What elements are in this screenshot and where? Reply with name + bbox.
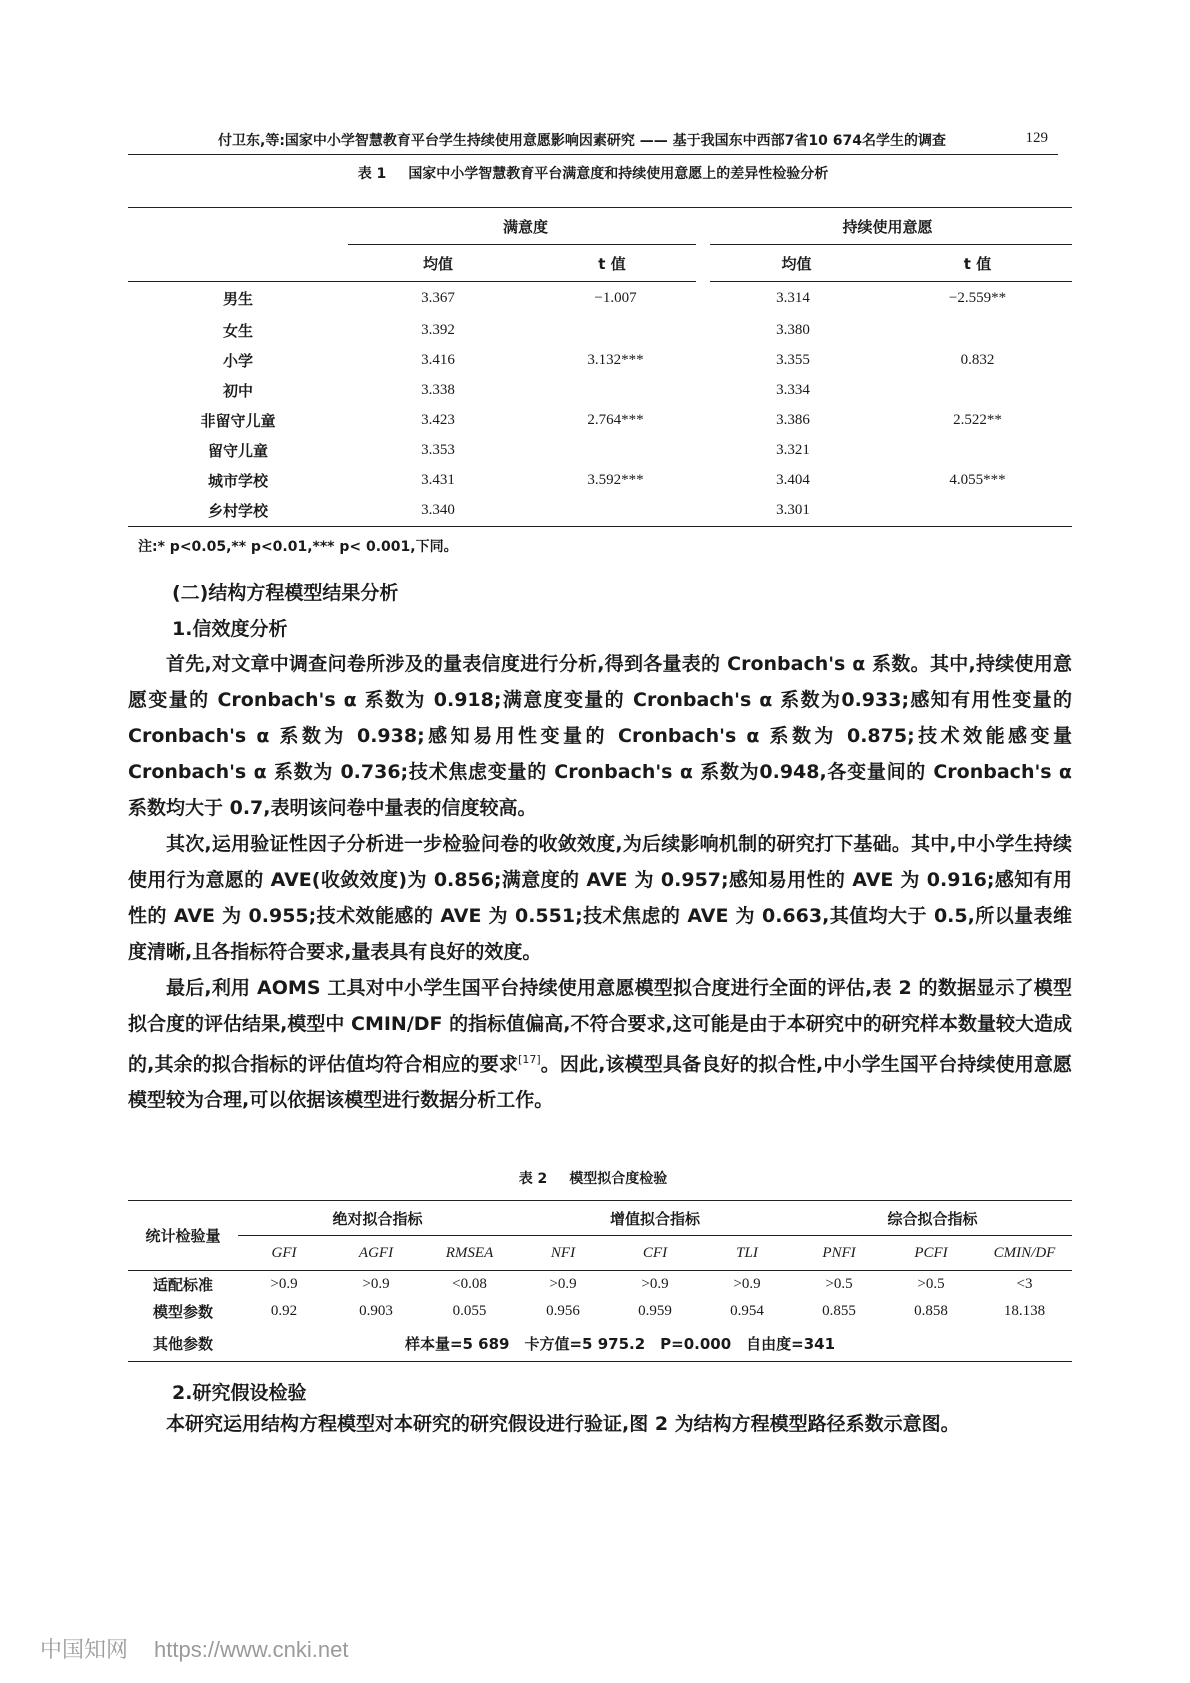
paragraph-fit-text: 最后,利用 AOMS 工具对中小学生国平台持续使用意愿模型拟合度进行全面的评估,表 2 的数据显示了模型拟合度的评估结果,模型中 CMIN/DF 的指标值偏高,不符合要求,这可能是由于本研究中的研究样本数量较大造成的,其余的拟合指标的评估值均符合相应的要求 xyxy=(128,977,1072,1076)
intention-mean: 3.380 xyxy=(776,322,810,338)
fit-value: 0.956 xyxy=(546,1303,580,1319)
table-row xyxy=(128,316,1072,346)
satisfaction-t: 3.592*** xyxy=(587,472,644,488)
paragraph-fit-end: 。因此,该模型具备良好的拟合性,中小学生国平台持续使用意愿模型较为合理,可以依据该模型进行数据分析工作。 xyxy=(128,1053,1072,1112)
table1-note: 注:* p<0.05,** p<0.01,*** p< 0.001,下同。 xyxy=(138,539,458,555)
table2-caption xyxy=(128,1168,1058,1188)
intention-mean: 3.301 xyxy=(776,502,810,518)
satisfaction-t xyxy=(528,496,703,527)
intention-t xyxy=(883,496,1072,527)
satisfaction-t xyxy=(528,436,703,466)
table2 xyxy=(128,1200,1072,1362)
row-label: 模型参数 xyxy=(152,1303,213,1321)
fit-value: >0.9 xyxy=(270,1276,298,1292)
fit-value: 0.959 xyxy=(638,1303,672,1319)
table1-label: 表 1 xyxy=(357,166,387,182)
table-row xyxy=(128,346,1072,376)
citation-ref: [17] xyxy=(518,1053,541,1066)
table1-body xyxy=(128,282,1072,527)
satisfaction-mean: 3.423 xyxy=(421,412,455,428)
table1-caption xyxy=(128,163,1058,183)
satisfaction-t xyxy=(528,316,703,346)
table1-group-satisfaction: 满意度 xyxy=(502,217,548,236)
fit-value: 18.138 xyxy=(1003,1303,1046,1319)
satisfaction-mean: 3.431 xyxy=(421,472,455,488)
table1-title: 国家中小学智慧教育平台满意度和持续使用意愿上的差异性检验分析 xyxy=(408,166,829,182)
table1-col-mean: 均值 xyxy=(348,245,528,282)
table-row xyxy=(128,376,1072,406)
cnki-url: https://www.cnki.net xyxy=(154,1637,349,1662)
table2-index-header: RMSEA xyxy=(422,1236,517,1271)
fit-value: 0.92 xyxy=(270,1303,298,1319)
fit-value: 0.055 xyxy=(452,1303,487,1319)
table-row xyxy=(128,1298,1072,1325)
fit-value: >0.9 xyxy=(733,1276,761,1292)
table2-label: 表 2 xyxy=(518,1171,548,1187)
table2-index-header: AGFI xyxy=(330,1236,422,1271)
intention-t: −2.559** xyxy=(948,290,1007,307)
row-label: 留守儿童 xyxy=(207,442,268,460)
fit-value: >0.5 xyxy=(917,1276,945,1292)
row-label: 乡村学校 xyxy=(207,502,268,520)
satisfaction-mean: 3.338 xyxy=(421,382,455,398)
satisfaction-t xyxy=(528,376,703,406)
row-label: 非留守儿童 xyxy=(200,412,276,430)
satisfaction-t: 2.764*** xyxy=(587,412,644,428)
table1-col-mean: 均值 xyxy=(703,245,883,282)
table-row xyxy=(128,496,1072,527)
table-row xyxy=(128,466,1072,496)
fit-value: 0.903 xyxy=(359,1303,393,1319)
intention-mean: 3.386 xyxy=(776,412,810,428)
fit-value: <3 xyxy=(1016,1276,1033,1292)
table1-group-intention: 持续使用意愿 xyxy=(842,217,933,236)
intention-t xyxy=(883,316,1072,346)
row-label: 女生 xyxy=(222,322,253,340)
fit-value: >0.9 xyxy=(549,1276,577,1292)
row-label: 适配标准 xyxy=(152,1276,213,1294)
intention-mean: 3.355 xyxy=(776,352,810,368)
fit-value: 0.855 xyxy=(822,1303,856,1319)
table2-index-header: TLI xyxy=(701,1236,793,1271)
fit-value: >0.5 xyxy=(825,1276,853,1292)
intention-mean: 3.334 xyxy=(776,382,810,398)
table2-title: 模型拟合度检验 xyxy=(569,1171,668,1187)
table2-index-header: PCFI xyxy=(885,1236,977,1271)
intention-t xyxy=(883,436,1072,466)
subsection-hypothesis: 2.研究假设检验 xyxy=(172,1382,307,1404)
intention-mean: 3.321 xyxy=(776,442,810,458)
table1-col-t: t 值 xyxy=(528,245,703,282)
intention-mean: 3.404 xyxy=(776,472,810,488)
table2-group-parsimonious: 综合拟合指标 xyxy=(887,1209,978,1228)
table-row xyxy=(128,406,1072,436)
satisfaction-mean: 3.340 xyxy=(421,502,455,518)
intention-t xyxy=(883,376,1072,406)
paragraph-hypothesis: 本研究运用结构方程模型对本研究的研究假设进行验证,图 2 为结构方程模型路径系数示意图。 xyxy=(166,1413,960,1435)
table-row xyxy=(128,436,1072,466)
fit-value: 0.954 xyxy=(730,1303,764,1319)
row-label: 初中 xyxy=(222,382,253,400)
section-heading: (二)结构方程模型结果分析 xyxy=(172,582,399,604)
table2-index-header: CFI xyxy=(609,1236,701,1271)
table2-other-params: 样本量=5 689 卡方值=5 975.2 P=0.000 自由度=341 xyxy=(404,1334,836,1353)
table2-body xyxy=(128,1271,1072,1326)
row-label: 小学 xyxy=(222,352,253,370)
table2-other-label: 其他参数 xyxy=(152,1334,213,1353)
paragraph-validity: 其次,运用验证性因子分析进一步检验问卷的收敛效度,为后续影响机制的研究打下基础。其中,中小学生持续使用行为意愿的 AVE(收敛效度)为 0.856;满意度的 AVE 为 0.957;感知易用性的 AVE 为 0.916;感知有用性的 AVE 为 0.955;技术效能感的 AVE 为 0.551;技术焦虑的 AVE 为 0.663,其值均大于 0.5,所以量表维度清晰,且各指标符合要求,量表具有良好的效度。 xyxy=(128,833,1072,963)
intention-t: 4.055*** xyxy=(949,472,1006,488)
running-header xyxy=(128,128,1058,155)
row-label: 男生 xyxy=(222,290,253,309)
table2-group-incremental: 增值拟合指标 xyxy=(609,1209,700,1228)
intention-t: 0.832 xyxy=(960,352,995,368)
satisfaction-t: −1.007 xyxy=(594,290,637,307)
table-row xyxy=(128,282,1072,316)
table1-col-t: t 值 xyxy=(883,245,1072,282)
intention-t: 2.522** xyxy=(953,412,1002,428)
paragraph-reliability: 首先,对文章中调查问卷所涉及的量表信度进行分析,得到各量表的 Cronbach's α 系数。其中,持续使用意愿变量的 Cronbach's α 系数为 0.918;满意度变量的 Cronbach's α 系数为0.933;感知有用性变量的 Cronbach's α 系数为 0.938;感知易用性变量的 Cronbach's α 系数为 0.875;技术效能感变量 Cronbach's α 系数为 0.736;技术焦虑变量的 Cronbach's α 系数为0.948,各变量间的 Cronbach's α 系数均大于 0.7,表明该问卷中量表的信度较高。 xyxy=(128,653,1072,819)
satisfaction-mean: 3.416 xyxy=(421,352,455,368)
table2-index-header: GFI xyxy=(238,1236,330,1271)
cnki-watermark xyxy=(40,1633,348,1664)
table2-index-header: CMIN/DF xyxy=(977,1236,1072,1271)
satisfaction-mean: 3.353 xyxy=(421,442,455,458)
subsection-reliability: 1.信效度分析 xyxy=(172,618,288,640)
satisfaction-mean: 3.367 xyxy=(421,290,455,307)
running-title: 付卫东,等:国家中小学智慧教育平台学生持续使用意愿影响因素研究 —— 基于我国东中西部7省10 674名学生的调查 xyxy=(218,133,946,149)
table2-index-header: NFI xyxy=(517,1236,609,1271)
table1 xyxy=(128,207,1072,527)
row-label: 城市学校 xyxy=(207,472,268,490)
page-number: 129 xyxy=(1025,130,1048,146)
fit-value: >0.9 xyxy=(362,1276,390,1292)
table-row xyxy=(128,1271,1072,1299)
table2-index-header: PNFI xyxy=(793,1236,885,1271)
fit-value: >0.9 xyxy=(641,1276,669,1292)
table2-group-absolute: 绝对拟合指标 xyxy=(332,1209,423,1228)
table2-stat-label: 统计检验量 xyxy=(128,1201,238,1271)
paragraph-fit xyxy=(128,970,1072,1118)
cnki-brand: 中国知网 xyxy=(40,1638,129,1663)
intention-mean: 3.314 xyxy=(776,290,810,307)
fit-value: 0.858 xyxy=(914,1303,948,1319)
fit-value: <0.08 xyxy=(452,1276,487,1292)
satisfaction-mean: 3.392 xyxy=(421,322,455,338)
satisfaction-t: 3.132*** xyxy=(587,352,644,368)
